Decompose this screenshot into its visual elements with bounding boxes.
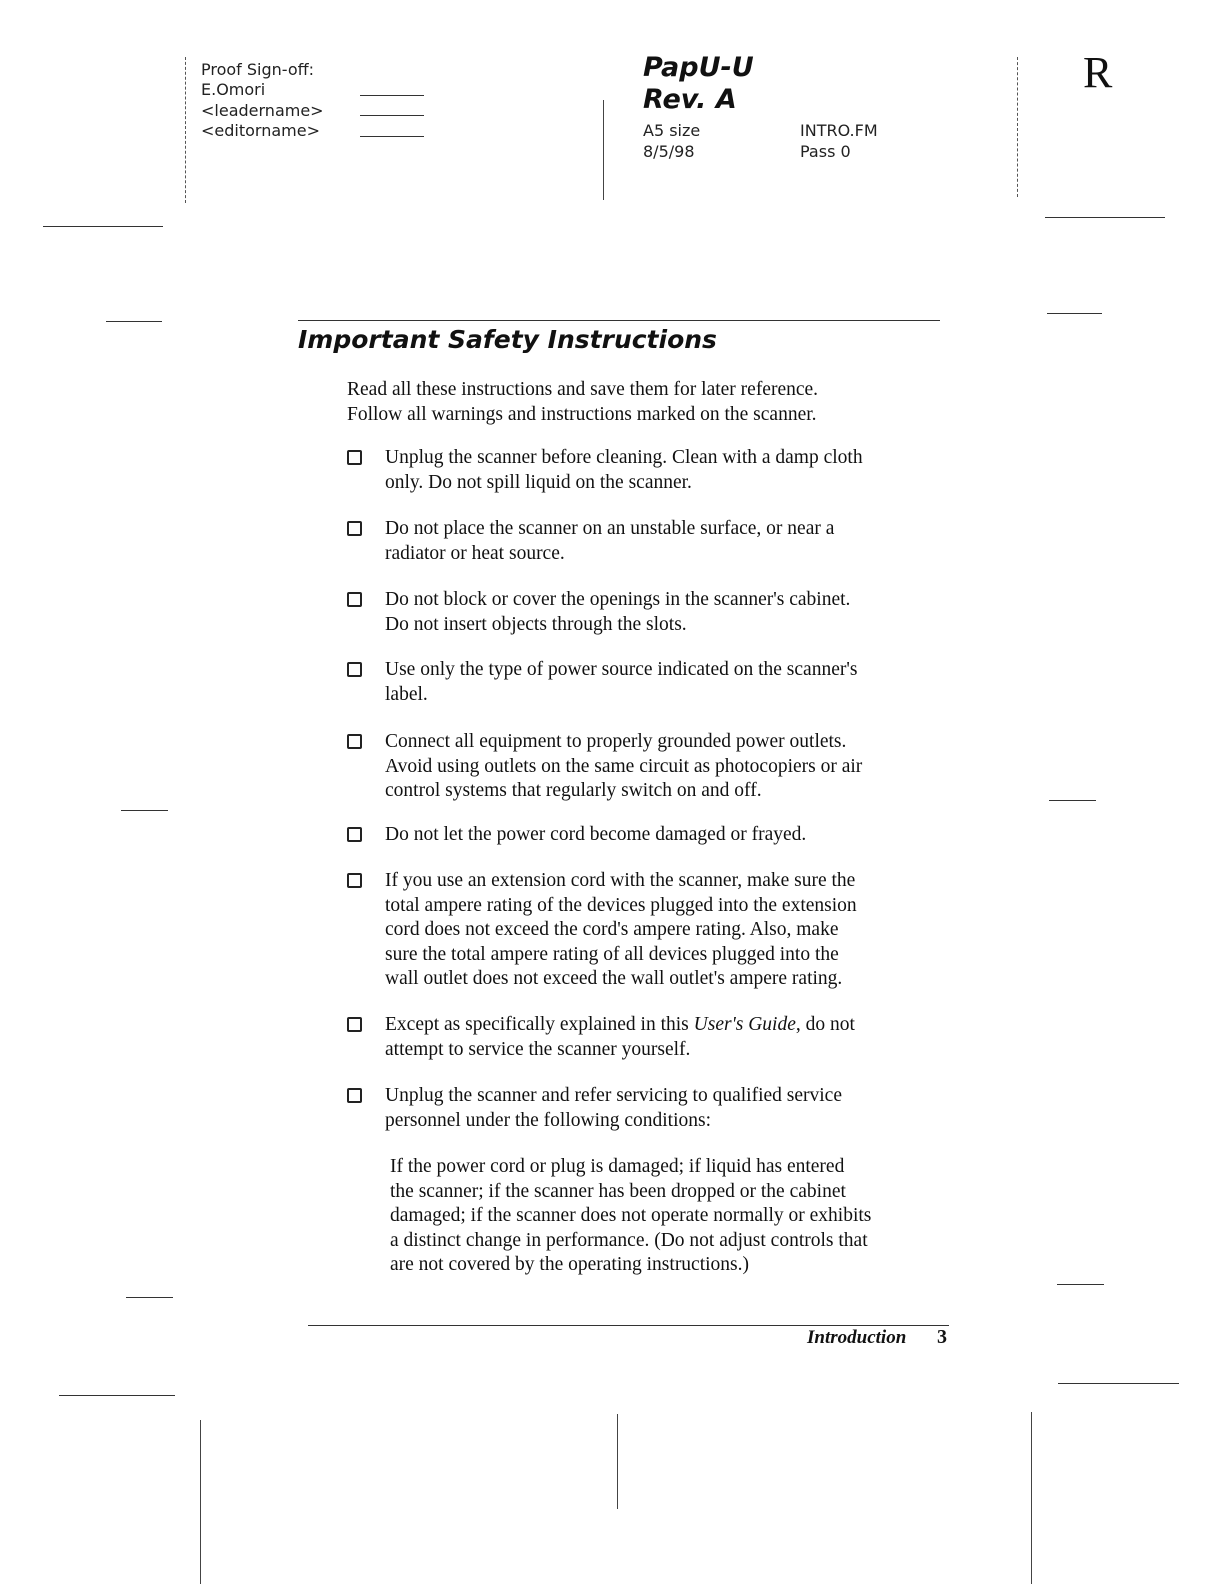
crop-mark-vertical [1031, 1412, 1032, 1584]
section-title: Important Safety Instructions [298, 325, 717, 354]
item-line: radiator or heat source. [385, 542, 565, 564]
item-line: personnel under the following conditions: [385, 1109, 712, 1131]
signoff-line-3 [360, 136, 424, 137]
right-margin-line [1017, 57, 1018, 197]
crop-mark [59, 1395, 175, 1396]
crop-mark [126, 1297, 173, 1298]
crop-mark [1058, 1383, 1179, 1384]
item-line: wall outlet does not exceed the wall outlet's ampere rating. [385, 968, 843, 989]
intro-line: Read all these instructions and save them for later reference. [347, 379, 819, 400]
item-line: control systems that regularly switch on and off. [385, 780, 762, 801]
crop-mark [1047, 313, 1102, 314]
footer-rule [308, 1325, 949, 1326]
checkbox-bullet-icon [347, 1017, 362, 1032]
conditions-line: damaged; if the scanner does not operate normally or exhibits [390, 1205, 872, 1226]
doc-info-divider [603, 100, 604, 200]
crop-mark [121, 810, 168, 811]
conditions-line: If the power cord or plug is damaged; if liquid has entered [390, 1156, 845, 1177]
doc-pass: Pass 0 [800, 142, 851, 161]
item-line: only. Do not spill liquid on the scanner. [385, 471, 692, 493]
doc-date: 8/5/98 [643, 142, 695, 161]
proof-margin-line [185, 57, 186, 203]
conditions-line: are not covered by the operating instructions.) [390, 1254, 750, 1275]
item-line: Do not insert objects through the slots. [385, 613, 687, 635]
item-line: Connect all equipment to properly grounded power outlets. [385, 731, 847, 752]
item-line: Except as specifically explained in this User's Guide, do not [385, 1014, 855, 1035]
crop-mark [1049, 800, 1096, 801]
proof-name-3: <editorname> [201, 121, 320, 140]
crop-mark-vertical [617, 1414, 618, 1509]
intro-paragraph [347, 378, 947, 427]
item-line: Do not let the power cord become damaged or frayed. [385, 824, 807, 845]
intro-line: Follow all warnings and instructions marked on the scanner. [347, 403, 817, 425]
item-line: Do not block or cover the openings in the scanner's cabinet. [385, 589, 851, 610]
proof-name-2: <leadername> [201, 101, 324, 120]
conditions-paragraph [390, 1155, 950, 1278]
item-line: attempt to service the scanner yourself. [385, 1038, 691, 1060]
conditions-line: a distinct change in performance. (Do not adjust controls that [390, 1229, 868, 1251]
registration-letter: R [1083, 48, 1113, 97]
signoff-line-2 [360, 115, 424, 116]
section-top-rule [298, 320, 940, 321]
checkbox-bullet-icon [347, 873, 362, 888]
item-line: Unplug the scanner before cleaning. Clean with a damp cloth [385, 447, 863, 468]
doc-size: A5 size [643, 121, 701, 140]
crop-mark-vertical [200, 1420, 201, 1584]
crop-mark [43, 226, 163, 227]
proof-name-1: E.Omori [201, 80, 266, 99]
item-line: label. [385, 683, 428, 705]
checkbox-bullet-icon [347, 1088, 362, 1103]
proof-signoff-label: Proof Sign-off: [201, 60, 315, 79]
crop-mark [106, 321, 162, 322]
item-line: cord does not exceed the cord's ampere rating. Also, make [385, 919, 839, 940]
conditions-line: the scanner; if the scanner has been dropped or the cabinet [390, 1180, 846, 1202]
doc-file: INTRO.FM [800, 121, 878, 140]
crop-mark [1057, 1284, 1104, 1285]
checkbox-bullet-icon [347, 592, 362, 607]
checkbox-bullet-icon [347, 521, 362, 536]
item-line: If you use an extension cord with the scanner, make sure the [385, 870, 856, 891]
checkbox-bullet-icon [347, 450, 362, 465]
item-line: total ampere rating of the devices plugged into the extension [385, 894, 857, 916]
footer-chapter: Introduction [807, 1327, 907, 1348]
checkbox-bullet-icon [347, 662, 362, 677]
item-line: Unplug the scanner and refer servicing to qualified service [385, 1085, 842, 1106]
signoff-line-1 [360, 95, 424, 96]
checkbox-bullet-icon [347, 827, 362, 842]
item-line: sure the total ampere rating of all devices plugged into the [385, 943, 839, 965]
checkbox-bullet-icon [347, 734, 362, 749]
doc-revision: Rev. A [643, 84, 737, 115]
item-line: Avoid using outlets on the same circuit as photocopiers or air [385, 755, 863, 777]
page-number: 3 [937, 1326, 947, 1348]
crop-mark [1045, 217, 1165, 218]
item-line: Do not place the scanner on an unstable surface, or near a [385, 518, 835, 539]
item-line: Use only the type of power source indicated on the scanner's [385, 659, 858, 680]
doc-title: PapU-U [643, 52, 754, 83]
